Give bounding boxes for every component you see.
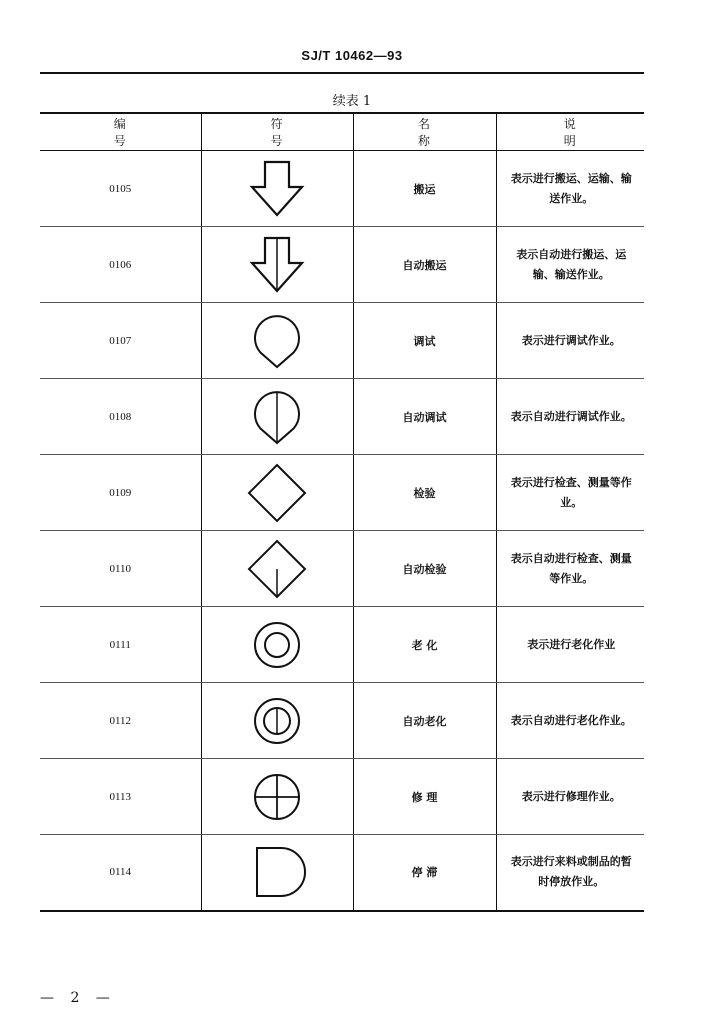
row-name: 自动调试 xyxy=(353,379,496,455)
standard-number: SJ/T 10462—93 xyxy=(301,48,403,63)
row-code: 0109 xyxy=(40,455,201,531)
row-name: 调试 xyxy=(353,303,496,379)
arrow-down-icon xyxy=(247,159,307,219)
table-header-row xyxy=(40,113,644,151)
table-row xyxy=(40,379,644,455)
table-caption: 续表 1 xyxy=(332,94,372,109)
table-row xyxy=(40,303,644,379)
row-code: 0106 xyxy=(40,227,201,303)
row-desc: 表示进行搬运、运输、输送作业。 xyxy=(496,151,644,227)
diamond-split-icon xyxy=(247,539,307,599)
col-header-symbol: 符 号 xyxy=(201,113,353,151)
row-desc: 表示自动进行检查、测量等作业。 xyxy=(496,531,644,607)
row-desc: 表示进行修理作业。 xyxy=(496,759,644,835)
col-header-desc: 说 明 xyxy=(496,113,644,151)
page-number: — 2 — xyxy=(40,990,116,1006)
row-name: 自动检验 xyxy=(353,531,496,607)
table-row xyxy=(40,455,644,531)
row-desc: 表示自动进行调试作业。 xyxy=(496,379,644,455)
row-code: 0113 xyxy=(40,759,201,835)
row-desc: 表示自动进行老化作业。 xyxy=(496,683,644,759)
table-row xyxy=(40,607,644,683)
table-row xyxy=(40,531,644,607)
row-desc: 表示进行老化作业 xyxy=(496,607,644,683)
row-code: 0112 xyxy=(40,683,201,759)
table-row xyxy=(40,759,644,835)
col-header-code: 编 号 xyxy=(40,113,201,151)
row-code: 0110 xyxy=(40,531,201,607)
header-rule xyxy=(40,72,644,74)
row-code: 0114 xyxy=(40,835,201,911)
d-shape-icon xyxy=(247,842,307,902)
row-name: 检验 xyxy=(353,455,496,531)
row-name: 自动搬运 xyxy=(353,227,496,303)
row-name: 停 滞 xyxy=(353,835,496,911)
row-name: 老 化 xyxy=(353,607,496,683)
row-name: 自动老化 xyxy=(353,683,496,759)
row-code: 0107 xyxy=(40,303,201,379)
table-row xyxy=(40,227,644,303)
crossed-circle-icon xyxy=(247,767,307,827)
row-code: 0108 xyxy=(40,379,201,455)
symbol-table xyxy=(40,112,644,912)
teardrop-split-icon xyxy=(247,387,307,447)
row-code: 0111 xyxy=(40,607,201,683)
table-row xyxy=(40,151,644,227)
row-desc: 表示进行来料或制品的暂时停放作业。 xyxy=(496,835,644,911)
row-desc: 表示进行调试作业。 xyxy=(496,303,644,379)
table-row xyxy=(40,683,644,759)
row-desc: 表示自动进行搬运、运输、输送作业。 xyxy=(496,227,644,303)
table-row xyxy=(40,835,644,911)
teardrop-icon xyxy=(247,311,307,371)
row-desc: 表示进行检查、测量等作业。 xyxy=(496,455,644,531)
row-name: 修 理 xyxy=(353,759,496,835)
row-name: 搬运 xyxy=(353,151,496,227)
double-circle-split-icon xyxy=(247,691,307,751)
col-header-name: 名 称 xyxy=(353,113,496,151)
arrow-down-split-icon xyxy=(247,235,307,295)
diamond-icon xyxy=(247,463,307,523)
double-circle-icon xyxy=(247,615,307,675)
row-code: 0105 xyxy=(40,151,201,227)
